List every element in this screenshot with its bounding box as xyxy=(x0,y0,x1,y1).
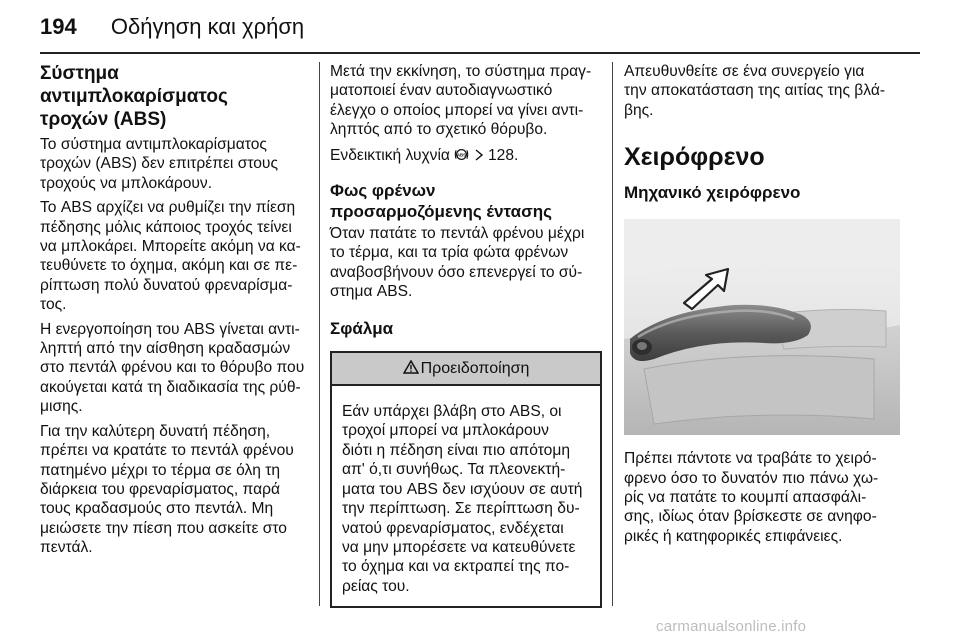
abs-paragraph: Για την καλύτερη δυνατή πέδηση, πρέπει να κρατάτε το πεντάλ φρένου πατημένο μέχρι το τέρμα σε όλη τη διάρκεια του φρεναρίσματος, παρά τους κραδασμούς στο πεντάλ. Μη μειώσετε την πίεση που ασκείτε στο πεντάλ. xyxy=(40,422,294,557)
page-header xyxy=(40,14,304,40)
column-divider xyxy=(612,62,613,606)
header-rule xyxy=(40,52,920,54)
column-divider xyxy=(319,62,320,606)
page-reference-arrow-icon xyxy=(474,149,484,161)
adaptive-brake-light-heading: Φως φρένων προσαρμοζόμενης έντασης xyxy=(330,181,552,222)
chapter-title: Οδήγηση και χρήση xyxy=(110,14,305,39)
svg-text:ABS: ABS xyxy=(457,152,467,157)
abs-warning-lamp-icon xyxy=(454,147,469,162)
abs-paragraph: Το ABS αρχίζει να ρυθμίζει την πίεση πέδησης μόλις κάποιος τροχός τείνει να μπλοκάρει. Μπορείτε ακόμη να κα- τευθύνετε το όχημα, ακόμη και σε πε- ρίπτωση πολύ δυνατού φρεναρίσμα- τος. xyxy=(40,199,301,314)
abs-paragraph: Η ενεργοποίηση του ABS γίνεται αντι- ληπτή από την αίσθηση κραδασμών στο πεντάλ φρένου και το θόρυβο που ακούγεται κατά τη διαδικασία της ρύθ- μισης. xyxy=(40,320,305,416)
pull-brake-paragraph: Πρέπει πάντοτε να τραβάτε το χειρό- φρενο όσο το δυνατόν πιο πάνω χω- ρίς να πατάτε το κουμπί απασφάλι- σης, ιδίως όταν βρίσκεστε σε ανηφο- ρικές ή κατηφορικές επιφάνειες. xyxy=(624,450,879,545)
watermark: carmanualsonline.info xyxy=(656,618,807,635)
warning-title-bar: Προειδοποίηση xyxy=(332,353,600,386)
parking-brake-photo xyxy=(624,219,900,435)
fault-heading: Σφάλμα xyxy=(330,318,394,338)
workshop-paragraph: Απευθυνθείτε σε ένα συνεργείο για την αποκατάσταση της αιτίας της βλά- βης. xyxy=(624,63,886,119)
warning-text: Εάν υπάρχει βλάβη στο ABS, οι τροχοί μπορεί να μπλοκάρουν διότι η πέδηση είναι πιο απότομη απ' ό,τι συνήθως. Τα πλεονεκτή- ματα του ABS δεν ισχύουν σε αυτή την περίπτωση. Σε περίπτωση δυ- νατού φρεναρίσματος, ενδέχεται να μην μπορέσετε να κατευθύνετε το όχημα και να εκτραπεί της πο- ρείας του. xyxy=(342,403,583,595)
mechanical-parking-brake-heading: Μηχανικό χειρόφρενο xyxy=(624,183,801,203)
warning-triangle-icon xyxy=(403,360,419,374)
column-abs xyxy=(40,62,306,563)
page-number: 194 xyxy=(40,14,77,39)
abs-paragraph: Το σύστημα αντιμπλοκαρίσματος τροχών (ABS) δεν επιτρέπει στους τροχούς να μπλοκάρουν. xyxy=(40,136,278,192)
self-test-paragraph: Μετά την εκκίνηση, το σύστημα πραγ- ματοποιεί έναν αυτοδιαγνωστικό έλεγχο ο οποίος μπορεί να γίνει αντι- ληπτός από το σχετικό θόρυβο. xyxy=(330,63,592,139)
indicator-reference: Ενδεικτική λυχνία ABS 128. xyxy=(330,146,519,164)
parking-brake-heading: Χειρόφρενο xyxy=(624,143,765,172)
column-abs-continued xyxy=(330,62,602,608)
column-parking-brake xyxy=(624,62,914,551)
adaptive-brake-light-paragraph: Όταν πατάτε το πεντάλ φρένου μέχρι το τέρμα, και τα τρία φώτα φρένων αναβοσβήνουν όσο επενεργεί το σύ- στημα ABS. xyxy=(330,225,585,301)
warning-box xyxy=(330,351,602,608)
abs-heading: Σύστημα αντιμπλοκαρίσματος τροχών (ABS) xyxy=(40,63,228,130)
